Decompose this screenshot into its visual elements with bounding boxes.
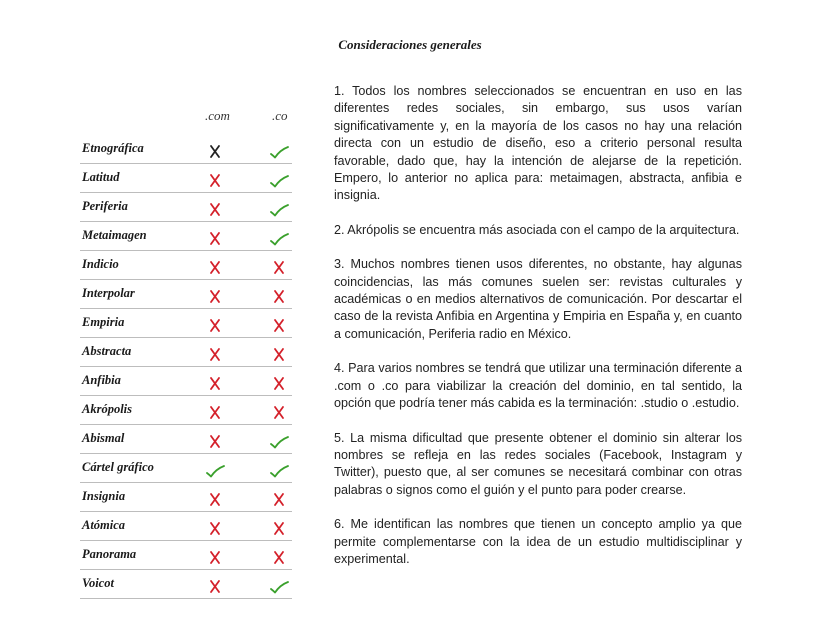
com-cross-icon: [205, 229, 225, 247]
com-cross-icon: [205, 548, 225, 566]
com-cross-icon: [205, 171, 225, 189]
com-cross-icon: [205, 403, 225, 421]
row-name: Etnográfica: [82, 141, 144, 155]
co-check-icon: [269, 142, 289, 160]
note-paragraph: 6. Me identifican las nombres que tienen un concepto amplio ya que permite complementarse con la idea de un estudio multidisciplinar y experimental.: [334, 517, 742, 566]
co-check-icon: [269, 577, 289, 595]
com-cross-icon: [205, 200, 225, 218]
row-name: Metaimagen: [82, 228, 147, 242]
com-cross-icon: [205, 577, 225, 595]
co-cross-icon: [269, 374, 289, 392]
co-cross-icon: [269, 490, 289, 508]
com-cross-icon: [205, 374, 225, 392]
row-name: Insignia: [82, 489, 126, 503]
table-row: [80, 396, 292, 425]
com-cross-icon: [205, 519, 225, 537]
com-cross-icon: [205, 287, 225, 305]
note-paragraph: 5. La misma dificultad que presente obtener el dominio sin alterar los nombres se refleja en las redes sociales (Facebook, Instagram y Twitter), puesto que, al ser comunes se necesitará combinar con otras palabras o signos como el guión y el punto para poder crearse.: [334, 430, 742, 497]
row-name: Abismal: [82, 431, 125, 445]
table-row: [80, 512, 292, 541]
table-row: [80, 425, 292, 454]
note-paragraph: 4. Para varios nombres se tendrá que utilizar una terminación diferente a .com o .co para viabilizar la creación del dominio, en tal sentido, la opción que podría tener más cabida es la terminación: .studio o .estudio.: [334, 361, 742, 411]
column-header-co: .co: [272, 108, 288, 123]
co-cross-icon: [269, 316, 289, 334]
co-cross-icon: [269, 345, 289, 363]
note-paragraph: 3. Muchos nombres tienen usos diferentes, no obstante, hay algunas coincidencias, las más comunes suelen ser: revistas culturales y académicas o en medios alternativos de comunicación. Por descartar el caso de la revista Anfibia en Argentina y Empiria en España y, en cuanto a comunicación, Periferia radio en México.: [334, 257, 742, 341]
table-row: [80, 222, 292, 251]
co-check-icon: [269, 200, 289, 218]
row-name: Latitud: [82, 170, 120, 184]
com-cross-icon: [205, 258, 225, 276]
row-name: Atómica: [82, 518, 126, 532]
row-name: Panorama: [82, 547, 137, 561]
note-paragraph: 1. Todos los nombres seleccionados se encuentran en uso en las diferentes redes sociales, sin embargo, sus usos varían significativamente y, en la mayoría de los casos no hay una relación directa con un estudio de diseño, eso a criterio personal resulta favorable, dado que, hay la intención de alejarse de la repetición. Empero, lo anterior no aplica para: metaimagen, abstracta, anfibia e insignia.: [334, 84, 742, 203]
com-cross-icon: [205, 316, 225, 334]
table-row: [80, 164, 292, 193]
co-cross-icon: [269, 519, 289, 537]
row-name: Empiria: [82, 315, 125, 329]
row-name: Periferia: [82, 199, 128, 213]
table-row: [80, 483, 292, 512]
row-name: Voicot: [82, 576, 114, 590]
row-name: Interpolar: [82, 286, 135, 300]
note-paragraph: 2. Akrópolis se encuentra más asociada con el campo de la arquitectura.: [334, 222, 740, 237]
page-title: [0, 37, 820, 53]
co-cross-icon: [269, 548, 289, 566]
co-cross-icon: [269, 258, 289, 276]
com-cross-icon: [205, 142, 225, 160]
table-row: [80, 454, 292, 483]
table-row: [80, 309, 292, 338]
table-row: [80, 541, 292, 570]
general-considerations: [334, 83, 742, 585]
co-check-icon: [269, 432, 289, 450]
com-cross-icon: [205, 432, 225, 450]
co-cross-icon: [269, 287, 289, 305]
com-cross-icon: [205, 490, 225, 508]
column-header-com: .com: [205, 108, 230, 123]
com-cross-icon: [205, 345, 225, 363]
row-name: Abstracta: [82, 344, 132, 358]
co-check-icon: [269, 461, 289, 479]
co-check-icon: [269, 229, 289, 247]
page-title-text: Consideraciones generales: [338, 37, 482, 52]
table-row: [80, 338, 292, 367]
row-name: Cártel gráfico: [82, 460, 154, 474]
row-name: Akrópolis: [82, 402, 133, 416]
table-rows: [80, 135, 292, 599]
table-row: [80, 367, 292, 396]
table-row: [80, 193, 292, 222]
table-row: [80, 570, 292, 599]
table-row: [80, 280, 292, 309]
row-name: Anfibia: [82, 373, 121, 387]
co-check-icon: [269, 171, 289, 189]
co-cross-icon: [269, 403, 289, 421]
table-row: [80, 135, 292, 164]
row-name: Indicio: [82, 257, 119, 271]
com-check-icon: [205, 461, 225, 479]
table-row: [80, 251, 292, 280]
